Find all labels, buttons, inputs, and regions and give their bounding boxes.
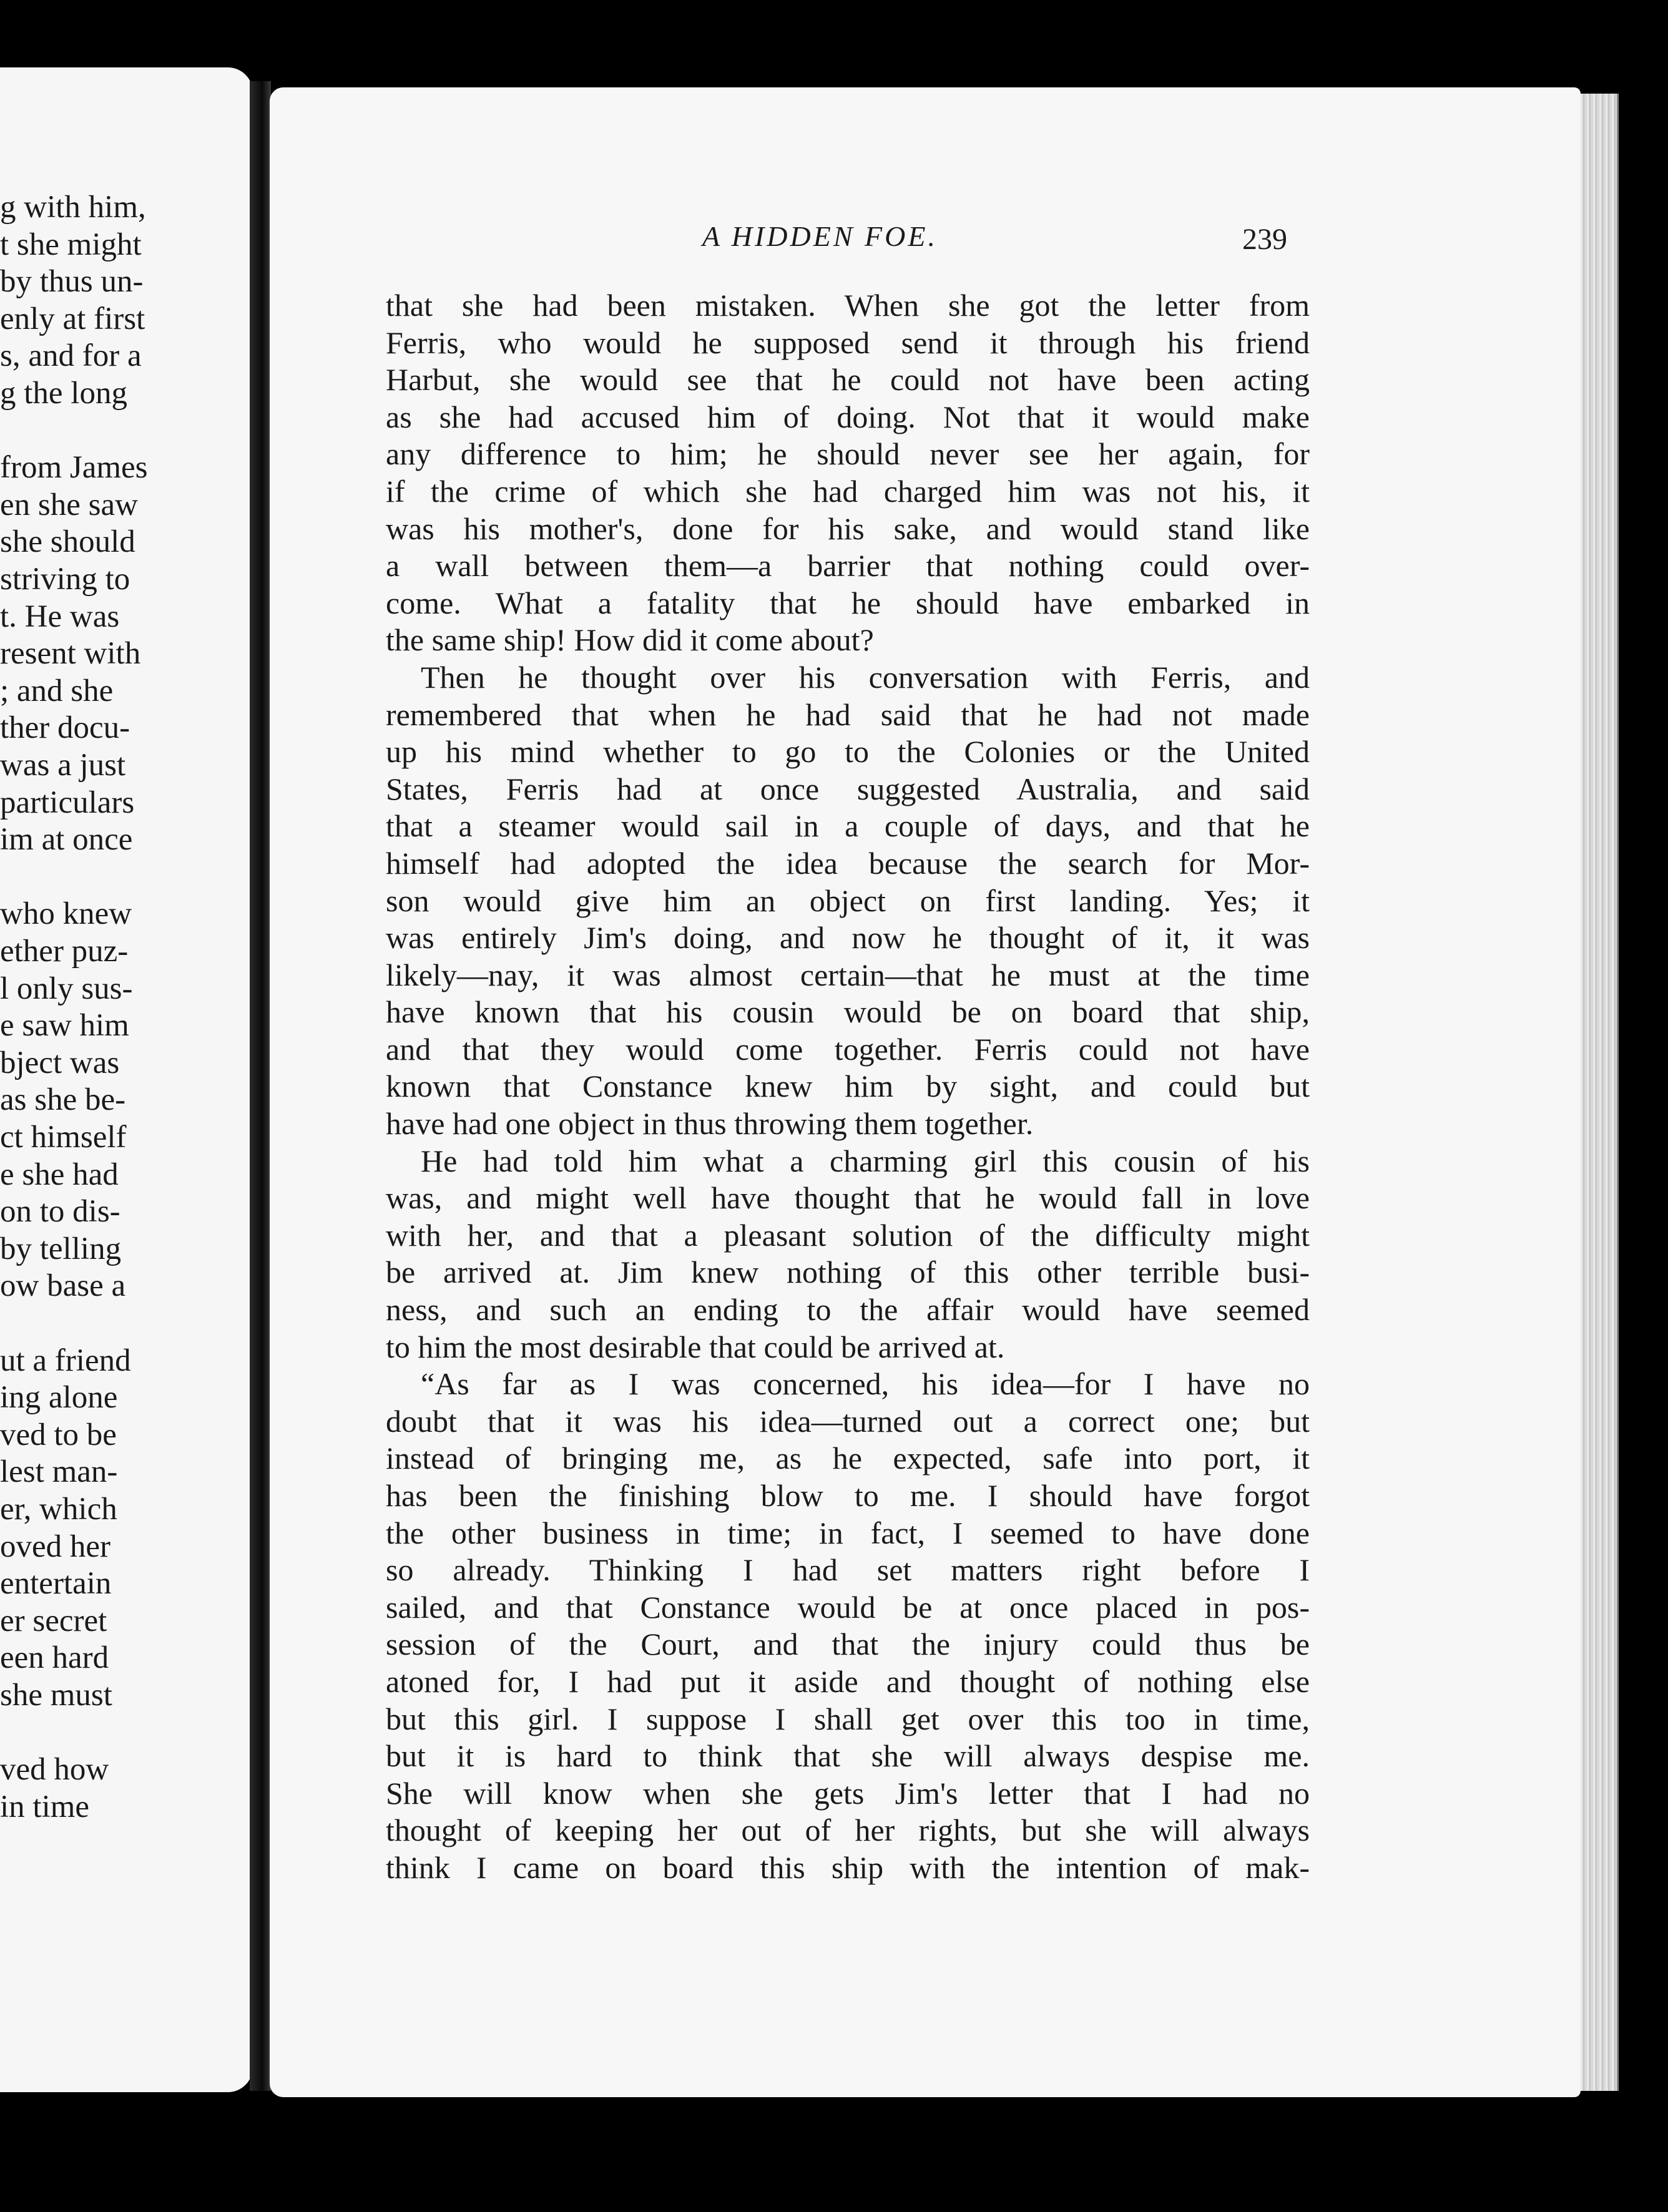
- left-page-line: she must: [0, 1678, 112, 1713]
- text-line: as she had accused him of doing. Not that it would make: [386, 399, 1310, 434]
- text-line: a wall between them—a barrier that nothing could over-: [386, 548, 1310, 584]
- text-line: “As far as I was concerned, his idea—for I have no: [421, 1366, 1310, 1402]
- left-page-line: she should: [0, 524, 135, 560]
- left-page-line: t. He was: [0, 599, 120, 634]
- text-line: sailed, and that Constance would be at once placed in pos-: [386, 1589, 1310, 1625]
- left-page-line: lest man-: [0, 1454, 118, 1490]
- left-page-line: ether puz-: [0, 934, 129, 969]
- text-line: session of the Court, and that the injury could thus be: [386, 1627, 1310, 1662]
- text-line: be arrived at. Jim knew nothing of this other terrible busi-: [386, 1255, 1310, 1290]
- text-line: She will know when she gets Jim's letter that I had no: [386, 1775, 1310, 1811]
- text-line: the other business in time; in fact, I seemed to have done: [386, 1515, 1310, 1550]
- text-line: Ferris, who would he supposed send it through his friend: [386, 325, 1310, 360]
- text-line: thought of keeping her out of her rights, but she will always: [386, 1813, 1310, 1848]
- left-page-line: ow base a: [0, 1268, 126, 1304]
- left-page-line: was a just: [0, 748, 126, 783]
- text-line: if the crime of which she had charged him was not his, it: [386, 473, 1310, 509]
- text-line: instead of bringing me, as he expected, safe into port, it: [386, 1441, 1310, 1476]
- left-page-line: l only sus-: [0, 971, 133, 1006]
- text-line: States, Ferris had at once suggested Australia, and said: [386, 771, 1310, 806]
- left-page-line: ut a friend: [0, 1343, 131, 1378]
- left-page-line: ther docu-: [0, 710, 130, 746]
- left-page-line: ved how: [0, 1752, 109, 1788]
- left-page-line: by telling: [0, 1231, 122, 1266]
- left-page-line: entertain: [0, 1566, 112, 1602]
- left-page-line: en she saw: [0, 487, 138, 522]
- left-page-line: striving to: [0, 562, 130, 597]
- text-line: with her, and that a pleasant solution of the difficulty might: [386, 1217, 1310, 1253]
- text-line: to him the most desirable that could be arrived at.: [386, 1329, 1005, 1364]
- text-line: doubt that it was his idea—turned out a correct one; but: [386, 1403, 1310, 1439]
- text-line: He had told him what a charming girl this cousin of his: [421, 1143, 1310, 1178]
- left-page-line: er secret: [0, 1603, 107, 1638]
- text-line: but this girl. I suppose I shall get over this too in time,: [386, 1701, 1310, 1736]
- text-line: was entirely Jim's doing, and now he thought of it, it was: [386, 920, 1310, 956]
- left-page-line: who knew: [0, 896, 132, 932]
- body-text: [386, 287, 1310, 1887]
- left-page-line: er, which: [0, 1492, 117, 1527]
- left-page-line: een hard: [0, 1640, 109, 1676]
- left-page-line: bject was: [0, 1045, 120, 1080]
- left-page-line: im at once: [0, 822, 133, 858]
- text-line: himself had adopted the idea because the search for Mor-: [386, 845, 1310, 881]
- left-page-line: on to dis-: [0, 1194, 120, 1230]
- text-line: was, and might well have thought that he would fall in love: [386, 1180, 1310, 1216]
- left-page-line: e she had: [0, 1157, 119, 1192]
- left-page-fragment: [0, 67, 253, 2092]
- text-line: and that they would come together. Ferris could not have: [386, 1031, 1310, 1067]
- left-page-line: in time: [0, 1789, 90, 1824]
- left-page-line: ved to be: [0, 1417, 117, 1452]
- left-page-line: resent with: [0, 636, 141, 672]
- book-gutter: [250, 81, 271, 2091]
- text-line: likely—nay, it was almost certain—that he must at the time: [386, 957, 1310, 992]
- text-line: that a steamer would sail in a couple of days, and that he: [386, 808, 1310, 844]
- text-line: the same ship! How did it come about?: [386, 622, 874, 658]
- text-line: known that Constance knew him by sight, and could but: [386, 1069, 1310, 1104]
- text-line: Then he thought over his conversation with Ferris, and: [421, 659, 1310, 695]
- text-line: have had one object in thus throwing them together.: [386, 1106, 1034, 1142]
- text-line: was his mother's, done for his sake, and would stand like: [386, 511, 1310, 546]
- left-page-line: g the long: [0, 376, 127, 411]
- text-line: so already. Thinking I had set matters right before I: [386, 1552, 1310, 1588]
- left-page-line: as she be-: [0, 1082, 126, 1118]
- text-line: come. What a fatality that he should have embarked in: [386, 585, 1310, 620]
- left-page-line: ing alone: [0, 1380, 118, 1416]
- left-page-line: enly at first: [0, 301, 145, 336]
- text-line: remembered that when he had said that he had not made: [386, 697, 1310, 732]
- text-line: son would give him an object on first landing. Yes; it: [386, 883, 1310, 918]
- running-title: A HIDDEN FOE.: [702, 220, 938, 252]
- left-page-line: oved her: [0, 1529, 111, 1564]
- left-page-line: t she might: [0, 227, 142, 262]
- left-page-line: e saw him: [0, 1008, 129, 1044]
- left-page-line: ct himself: [0, 1120, 127, 1155]
- left-page-line: g with him,: [0, 190, 146, 225]
- left-page-line: particulars: [0, 785, 135, 820]
- left-page-line: ; and she: [0, 673, 114, 708]
- text-line: think I came on board this ship with the intention of mak-: [386, 1849, 1310, 1885]
- page-number: 239: [1242, 223, 1287, 256]
- text-line: that she had been mistaken. When she got the letter from: [386, 288, 1310, 323]
- text-line: have known that his cousin would be on board that ship,: [386, 994, 1310, 1030]
- text-line: but it is hard to think that she will always despise me.: [386, 1738, 1310, 1774]
- text-line: ness, and such an ending to the affair would have seemed: [386, 1292, 1310, 1328]
- left-page-line: from James: [0, 450, 148, 486]
- text-line: up his mind whether to go to the Colonies or the United: [386, 734, 1310, 770]
- text-line: atoned for, I had put it aside and thought of nothing else: [386, 1663, 1310, 1699]
- text-line: any difference to him; he should never see her again, for: [386, 436, 1310, 472]
- text-line: has been the finishing blow to me. I should have forgot: [386, 1478, 1310, 1513]
- text-line: Harbut, she would see that he could not have been acting: [386, 362, 1310, 398]
- left-page-line: by thus un-: [0, 264, 144, 300]
- left-page-line: s, and for a: [0, 338, 142, 374]
